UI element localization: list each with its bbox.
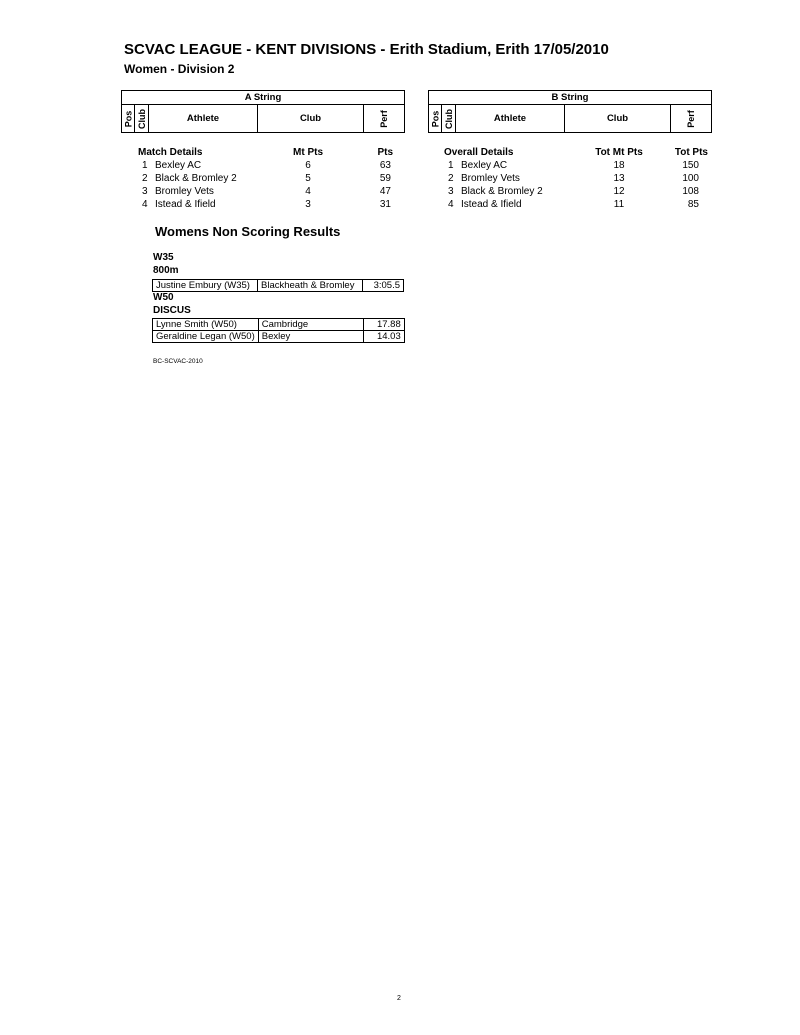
a-string-col-pos (122, 105, 135, 132)
result-club: Blackheath & Bromley (258, 280, 363, 292)
result-perf: 3:05.5 (363, 280, 404, 292)
category-label: W35 (153, 252, 174, 263)
row-pos: 4 (142, 199, 148, 210)
row-pos: 3 (448, 186, 454, 197)
table-row (444, 186, 710, 199)
table-row (444, 199, 710, 212)
match-details-col-mt: Mt Pts (293, 147, 323, 158)
row-tot-mt-pts: 12 (613, 186, 625, 197)
row-tot-pts: 100 (682, 173, 699, 184)
table-row (138, 160, 398, 173)
category-label: W50 (153, 292, 174, 303)
b-string-title: B String (429, 91, 711, 105)
row-mt-pts: 3 (305, 199, 311, 210)
row-team: Istead & Ifield (461, 199, 522, 210)
row-team: Bexley AC (461, 160, 508, 171)
table-row (153, 331, 405, 343)
page-title: SCVAC LEAGUE - KENT DIVISIONS - Erith Stadium, Erith 17/05/2010 (124, 41, 609, 58)
row-mt-pts: 4 (305, 186, 311, 197)
b-string-col-club (565, 105, 671, 132)
row-pos: 1 (142, 160, 148, 171)
result-athlete: Geraldine Legan (W50) (153, 331, 259, 343)
overall-details-col-tot-mt: Tot Mt Pts (595, 147, 643, 158)
a-string-header-box (121, 90, 405, 133)
table-row (138, 173, 398, 186)
a-string-col-perf (364, 105, 404, 132)
row-mt-pts: 5 (305, 173, 311, 184)
row-pts: 47 (379, 186, 391, 197)
b-string-col-pos (429, 105, 442, 132)
result-athlete: Lynne Smith (W50) (153, 319, 259, 331)
page-number: 2 (397, 995, 401, 1002)
result-club: Cambridge (258, 319, 363, 331)
event-label: 800m (153, 265, 179, 276)
row-mt-pts: 6 (305, 160, 311, 171)
row-tot-mt-pts: 18 (613, 160, 625, 171)
row-tot-pts: 108 (682, 186, 699, 197)
row-pos: 2 (142, 173, 148, 184)
col-perf-label: Perf (378, 109, 389, 128)
row-tot-mt-pts: 11 (613, 199, 625, 210)
row-team: Bromley Vets (155, 186, 214, 197)
table-row (444, 160, 710, 173)
col-perf-label: Perf (685, 109, 696, 128)
row-tot-pts: 85 (687, 199, 699, 210)
a-string-col-athlete (149, 105, 258, 132)
col-pos-label: Pos (123, 110, 134, 127)
page-subtitle: Women - Division 2 (124, 62, 235, 76)
results-table-800m (152, 279, 404, 292)
a-string-col-club (258, 105, 364, 132)
result-perf: 14.03 (363, 331, 404, 343)
col-pos-label: Pos (430, 110, 441, 127)
table-row (138, 186, 398, 199)
table-row (138, 199, 398, 212)
non-scoring-title: Womens Non Scoring Results (155, 224, 341, 239)
row-team: Bexley AC (155, 160, 202, 171)
overall-details-section (444, 147, 710, 213)
row-pos: 1 (448, 160, 454, 171)
col-club-short-label: Club (136, 108, 147, 129)
col-club-label: Club (606, 113, 629, 124)
row-team: Black & Bromley 2 (461, 186, 543, 197)
row-tot-pts: 150 (682, 160, 699, 171)
row-pts: 59 (379, 173, 391, 184)
table-row (153, 280, 404, 292)
row-pos: 3 (142, 186, 148, 197)
a-string-title: A String (122, 91, 404, 105)
table-row (444, 173, 710, 186)
overall-details-heading: Overall Details (444, 147, 514, 158)
row-pts: 31 (379, 199, 391, 210)
row-pos: 4 (448, 199, 454, 210)
b-string-header-box (428, 90, 712, 133)
result-club: Bexley (258, 331, 363, 343)
match-details-section (138, 147, 398, 213)
event-label: DISCUS (153, 305, 191, 316)
row-pos: 2 (448, 173, 454, 184)
match-details-col-pts: Pts (377, 147, 393, 158)
row-pts: 63 (379, 160, 391, 171)
results-table-discus (152, 318, 405, 343)
row-tot-mt-pts: 13 (613, 173, 625, 184)
row-team: Bromley Vets (461, 173, 520, 184)
col-club-short-label: Club (443, 108, 454, 129)
row-team: Istead & Ifield (155, 199, 216, 210)
row-team: Black & Bromley 2 (155, 173, 237, 184)
match-details-heading: Match Details (138, 147, 203, 158)
result-perf: 17.88 (363, 319, 404, 331)
col-club-label: Club (299, 113, 322, 124)
footer-code: BC-SCVAC-2010 (153, 358, 203, 365)
overall-details-col-tot-pts: Tot Pts (674, 147, 708, 158)
a-string-col-club-short (135, 105, 149, 132)
b-string-col-club-short (442, 105, 456, 132)
col-athlete-label: Athlete (186, 113, 220, 124)
result-athlete: Justine Embury (W35) (153, 280, 258, 292)
b-string-col-perf (671, 105, 711, 132)
b-string-col-athlete (456, 105, 565, 132)
col-athlete-label: Athlete (493, 113, 527, 124)
table-row (153, 319, 405, 331)
